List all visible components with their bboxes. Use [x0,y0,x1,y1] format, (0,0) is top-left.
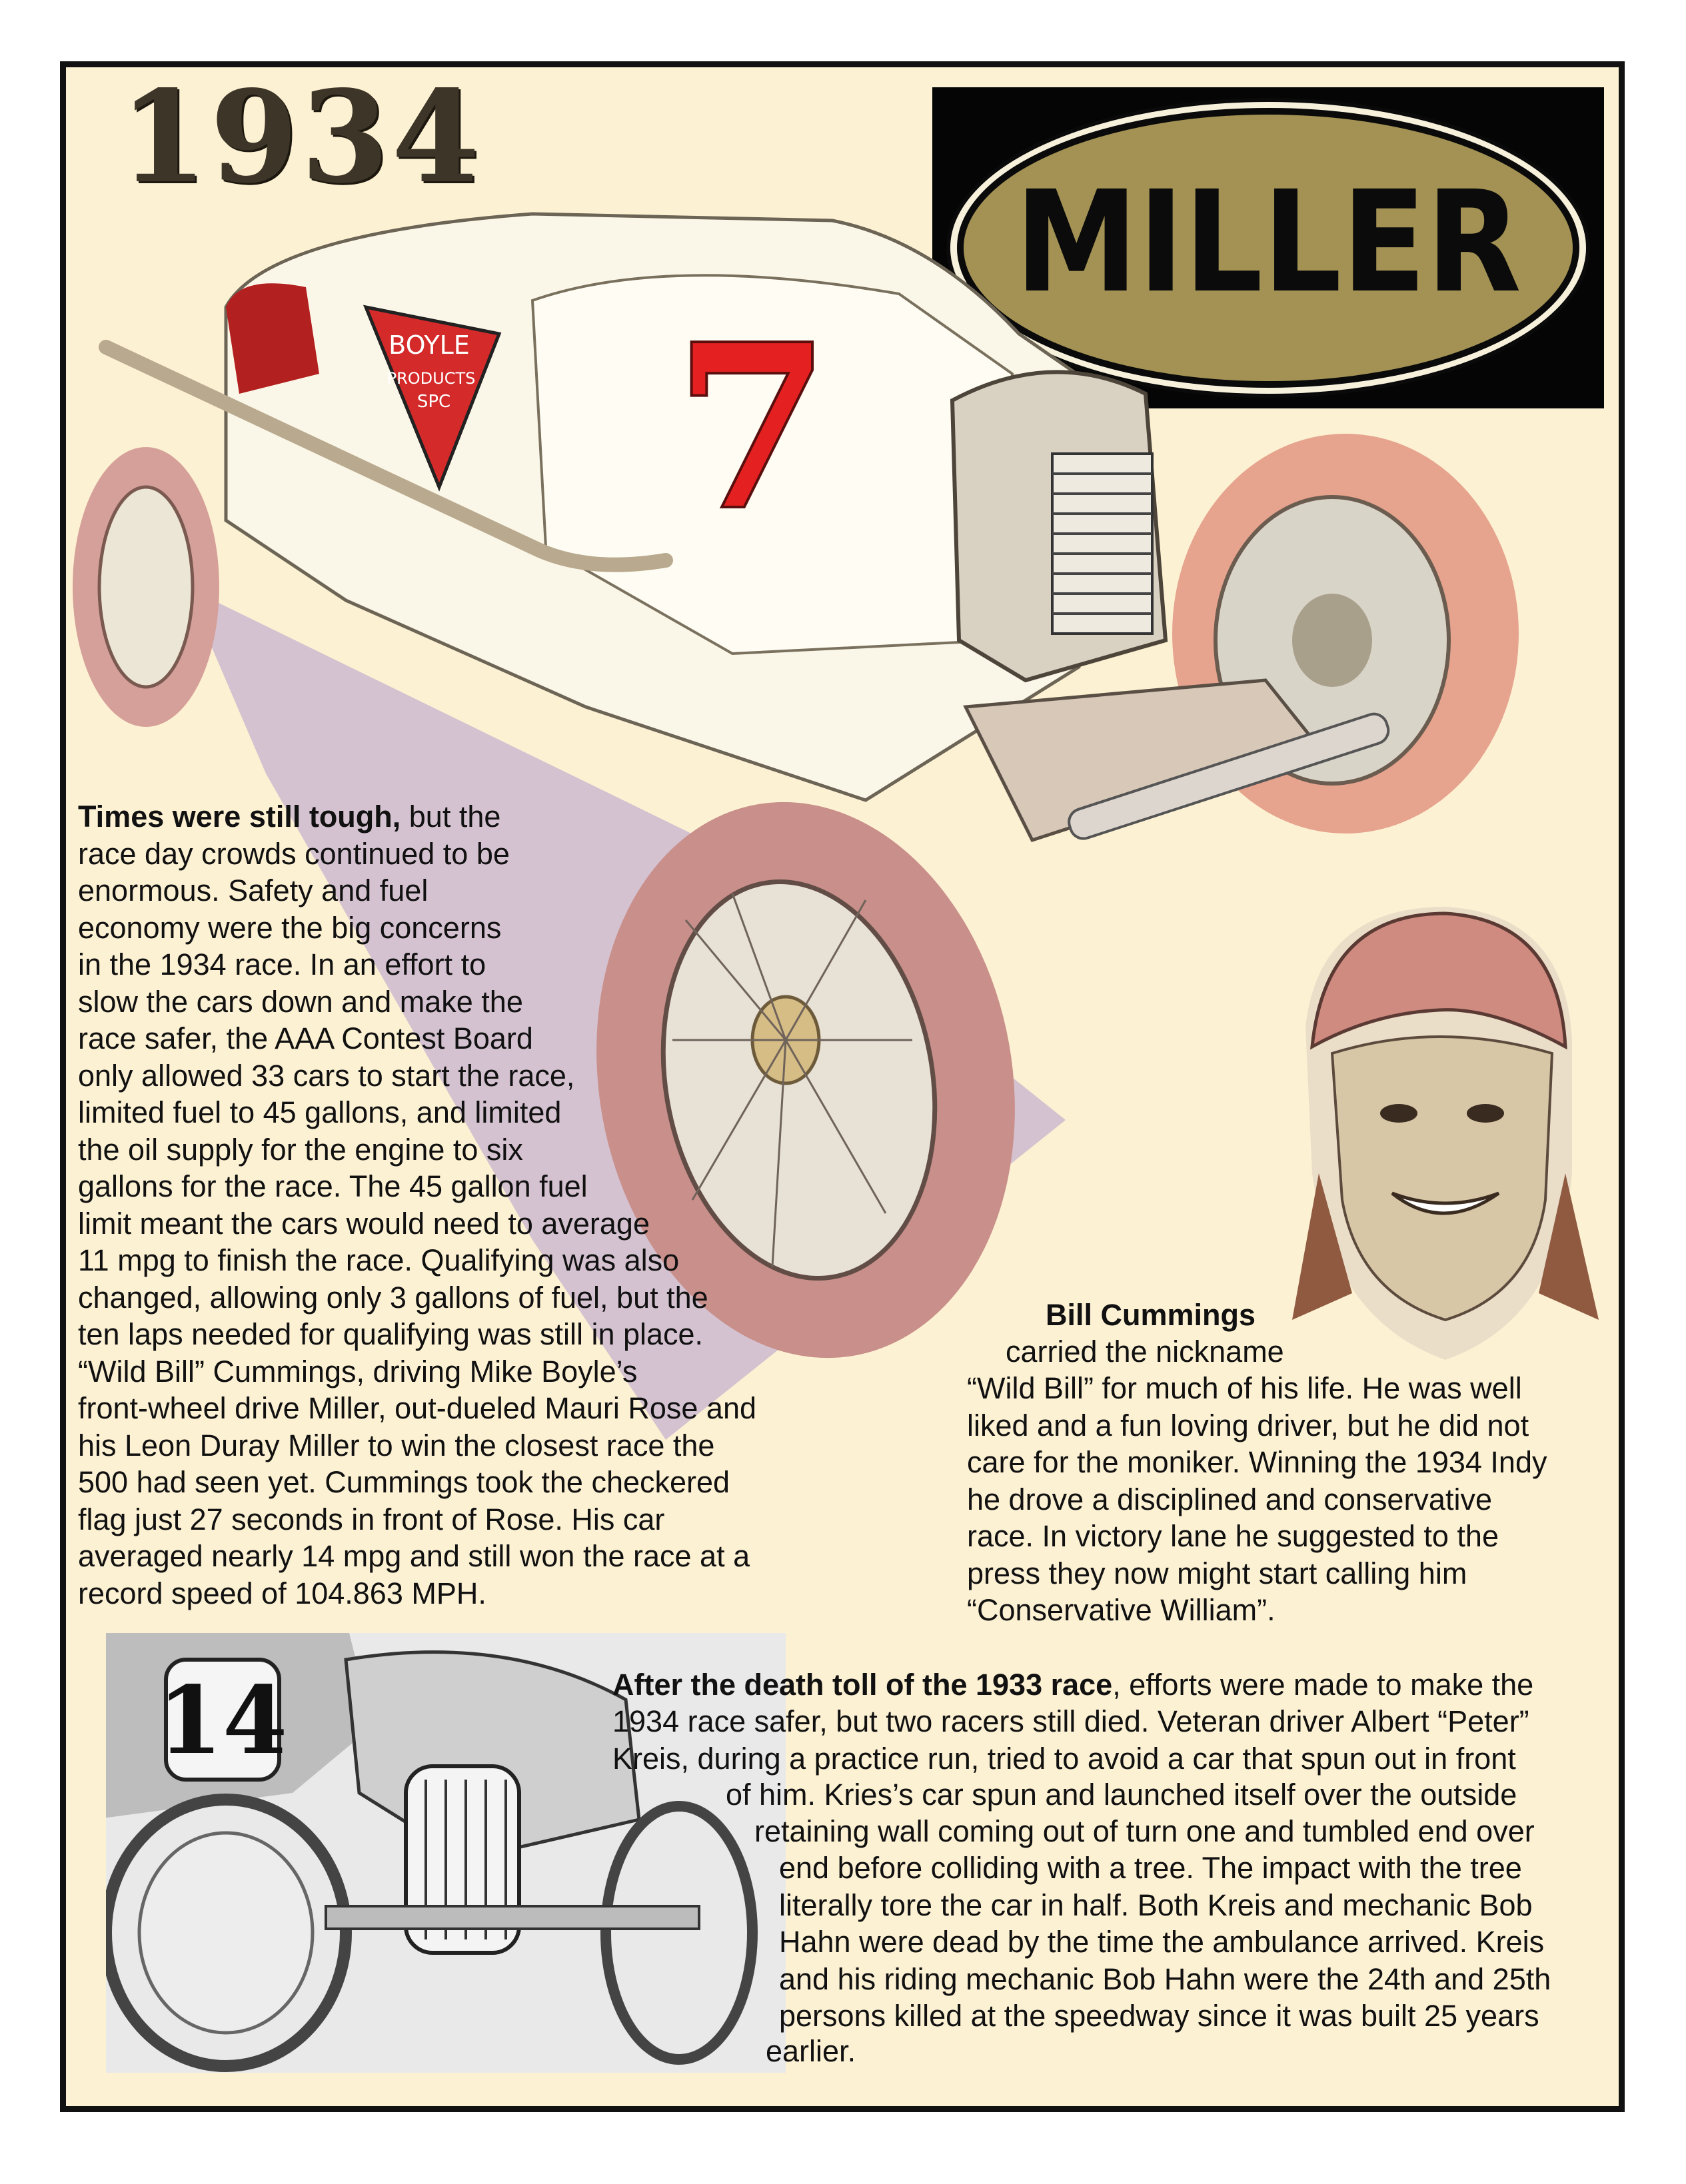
story-safety-line-1: After the death toll of the 1933 race, efforts were made to make the [612,1668,1534,1702]
story-main-lead: Times were still tough, [78,800,401,833]
rear-left-wheel [73,447,219,727]
story-driver-lead: Bill Cummings [1046,1298,1256,1332]
story-main: Times were still tough, but the race day crowds continued to be enormous. Safety and fuel economy were the big concerns in the 1934 race. In an effort to slow the cars down and make the race safer, the AAA Contest Board only allowed 33 cars to start the race, limited fuel to 45 gallons, and limited the oil supply for the engine to six gallons for the race. The 45 gallon fuel limit meant the cars would need to average 11 mpg to finish the race. Qualifying was also changed, allowing only 3 gallons of fuel, but the ten laps needed for qualifying was still in place. “Wild Bill” Cummings, driving Mike Boyle’s front-wheel drive Miller, out-dueled Mauri Rose and his Leon Duray Miller to win the closest race the 500 had seen yet. Cummings took the checkered flag just 27 seconds in front of Rose. His car averaged nearly 14 mpg and still won the race at a record speed of 104.863 MPH. [78,800,756,1610]
poster-frame [60,61,1625,2112]
story-safety-line-2: 1934 race safer, but two racers still died. Veteran driver Albert “Peter” Kreis, during a practice run, tried to avoid a car that spun out in front [612,1704,1529,1776]
story-driver-lead-line [1046,1297,1256,1334]
svg-text:BOYLE: BOYLE [389,330,470,360]
story-safety: end before colliding with a tree. The impact with the tree literally tore the car in half. Both Kreis and mechanic Bob Hahn were dead by the time the ambulance arrived. Kreis and his riding mechanic Bob Hahn were the 24th and 25th persons killed at the speedway since it was built 25 years [779,1851,1551,2033]
car-number: 7 [673,295,832,561]
story-safety-lead: After the death toll of the 1933 race [612,1668,1113,1702]
driver-portrait [1279,893,1612,1373]
svg-text:PRODUCTS: PRODUCTS [387,369,476,388]
year-title: 1934 [119,63,482,211]
svg-text:SPC: SPC [417,392,451,412]
story-safety-line-4: of him. Kries’s car spun and launched itself over the outside [726,1778,1517,1812]
story-safety-line-5: retaining wall coming out of turn one and tumbled end over [754,1814,1535,1848]
story-driver: “Wild Bill” for much of his life. He was well liked and a fun loving driver, but he did not care for the moniker. Winning the 1934 Indy he drove a disciplined and conservative race. In victory lane he suggested to the press they now might start calling him “Conservative William”. [967,1371,1547,1627]
miller-logo-text: MILLER [1015,161,1521,324]
story-driver-line-1: carried the nickname [1006,1335,1284,1368]
story-safety-last-line: earlier. [766,2034,856,2068]
wreck-car-number: 14 [157,1666,288,1776]
